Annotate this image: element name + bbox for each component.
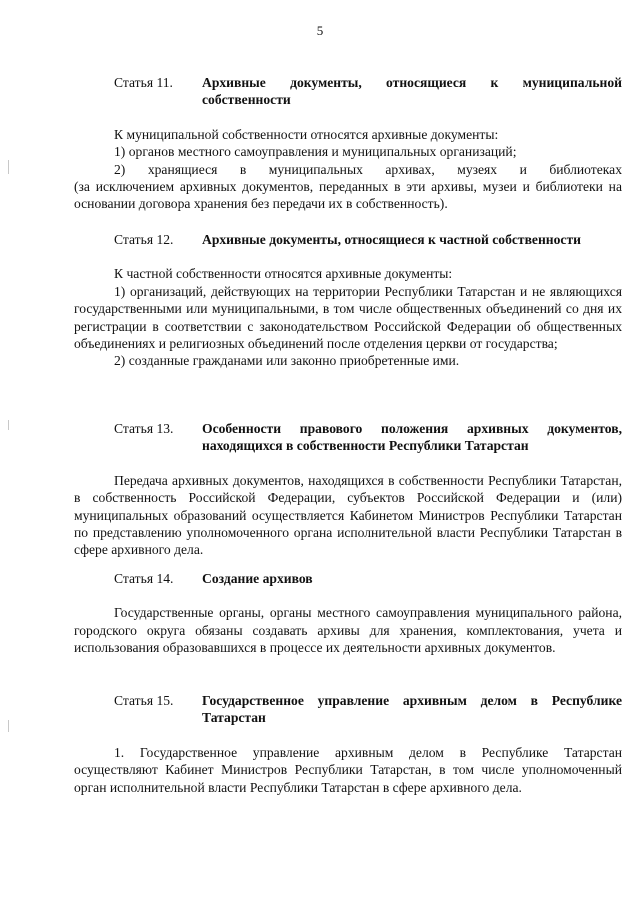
paragraph: К муниципальной собственности относятся архивные документы: bbox=[114, 126, 499, 142]
article-body bbox=[74, 604, 622, 656]
paragraph: 1. Государственное управление архивным делом в Республике Татарстан осуществляют Кабинет Министров Республики Татарстан, в том числе уполномоченный орган исполнительной власти Республики Татарстан в сфере архивного дела. bbox=[74, 744, 622, 795]
article-heading bbox=[74, 74, 622, 109]
article-heading bbox=[74, 231, 622, 248]
article-heading bbox=[74, 570, 622, 587]
article-title: Создание архивов bbox=[202, 571, 313, 586]
article-heading bbox=[74, 692, 622, 727]
scan-edge-mark bbox=[8, 160, 9, 174]
paragraph: (за исключением архивных документов, переданных в эти архивы, музеи и библиотеки на основании договора хранения без передачи их в собственность). bbox=[74, 179, 622, 212]
page-number: 5 bbox=[316, 23, 324, 38]
scan-edge-mark bbox=[8, 720, 9, 732]
article-body bbox=[74, 265, 622, 369]
paragraph: 2) созданные гражданами или законно приобретенные ими. bbox=[114, 353, 460, 369]
article-body bbox=[74, 126, 622, 213]
article-title: Государственное управление архивным делом в Республике Татарстан bbox=[202, 693, 622, 726]
paragraph: 2) хранящиеся в муниципальных архивах, музеях и библиотеках bbox=[114, 161, 622, 177]
scan-edge-mark bbox=[8, 420, 9, 430]
article-13 bbox=[74, 420, 622, 559]
article-label: Статья 13. bbox=[114, 421, 174, 436]
paragraph: 1) организаций, действующих на территории Республики Татарстан и не являющихся государственными или муниципальными, в том числе общественных объединений со дня их регистрации в соответствии с законодательством Российской Федерации об общественных объединениях и религиозных объединений после отделения церкви от государства; bbox=[74, 283, 622, 352]
paragraph: 1) органов местного самоуправления и муниципальных организаций; bbox=[114, 144, 517, 160]
article-title: Особенности правового положения архивных документов, находящихся в собственности Республики Татарстан bbox=[202, 421, 622, 454]
article-label: Статья 12. bbox=[114, 232, 174, 247]
paragraph: Передача архивных документов, находящихся в собственности Республики Татарстан, в собственность Российской Федерации, субъектов Российской Федерации и (или) муниципальных образований осуществляется Кабинетом Министров Республики Татарстан по представлению уполномоченного органа исполнительной власти Республики Татарстан в сфере архивного дела. bbox=[74, 472, 622, 558]
article-11 bbox=[74, 74, 622, 213]
article-heading bbox=[74, 420, 622, 455]
article-15 bbox=[74, 692, 622, 796]
article-label: Статья 15. bbox=[114, 693, 174, 708]
article-title: Архивные документы, относящиеся к частной собственности bbox=[202, 232, 581, 247]
article-body bbox=[74, 744, 622, 796]
paragraph: Государственные органы, органы местного самоуправления муниципального района, городского округа обязаны создавать архивы для хранения, комплектования, учета и использования образовавшихся в процессе их деятельности архивных документов. bbox=[74, 605, 622, 656]
article-14 bbox=[74, 570, 622, 657]
article-12 bbox=[74, 231, 622, 370]
article-body bbox=[74, 472, 622, 559]
article-title: Архивные документы, относящиеся к муниципальной собственности bbox=[202, 75, 622, 108]
article-label: Статья 14. bbox=[114, 571, 174, 586]
paragraph: К частной собственности относятся архивные документы: bbox=[114, 266, 453, 282]
article-label: Статья 11. bbox=[114, 75, 173, 90]
